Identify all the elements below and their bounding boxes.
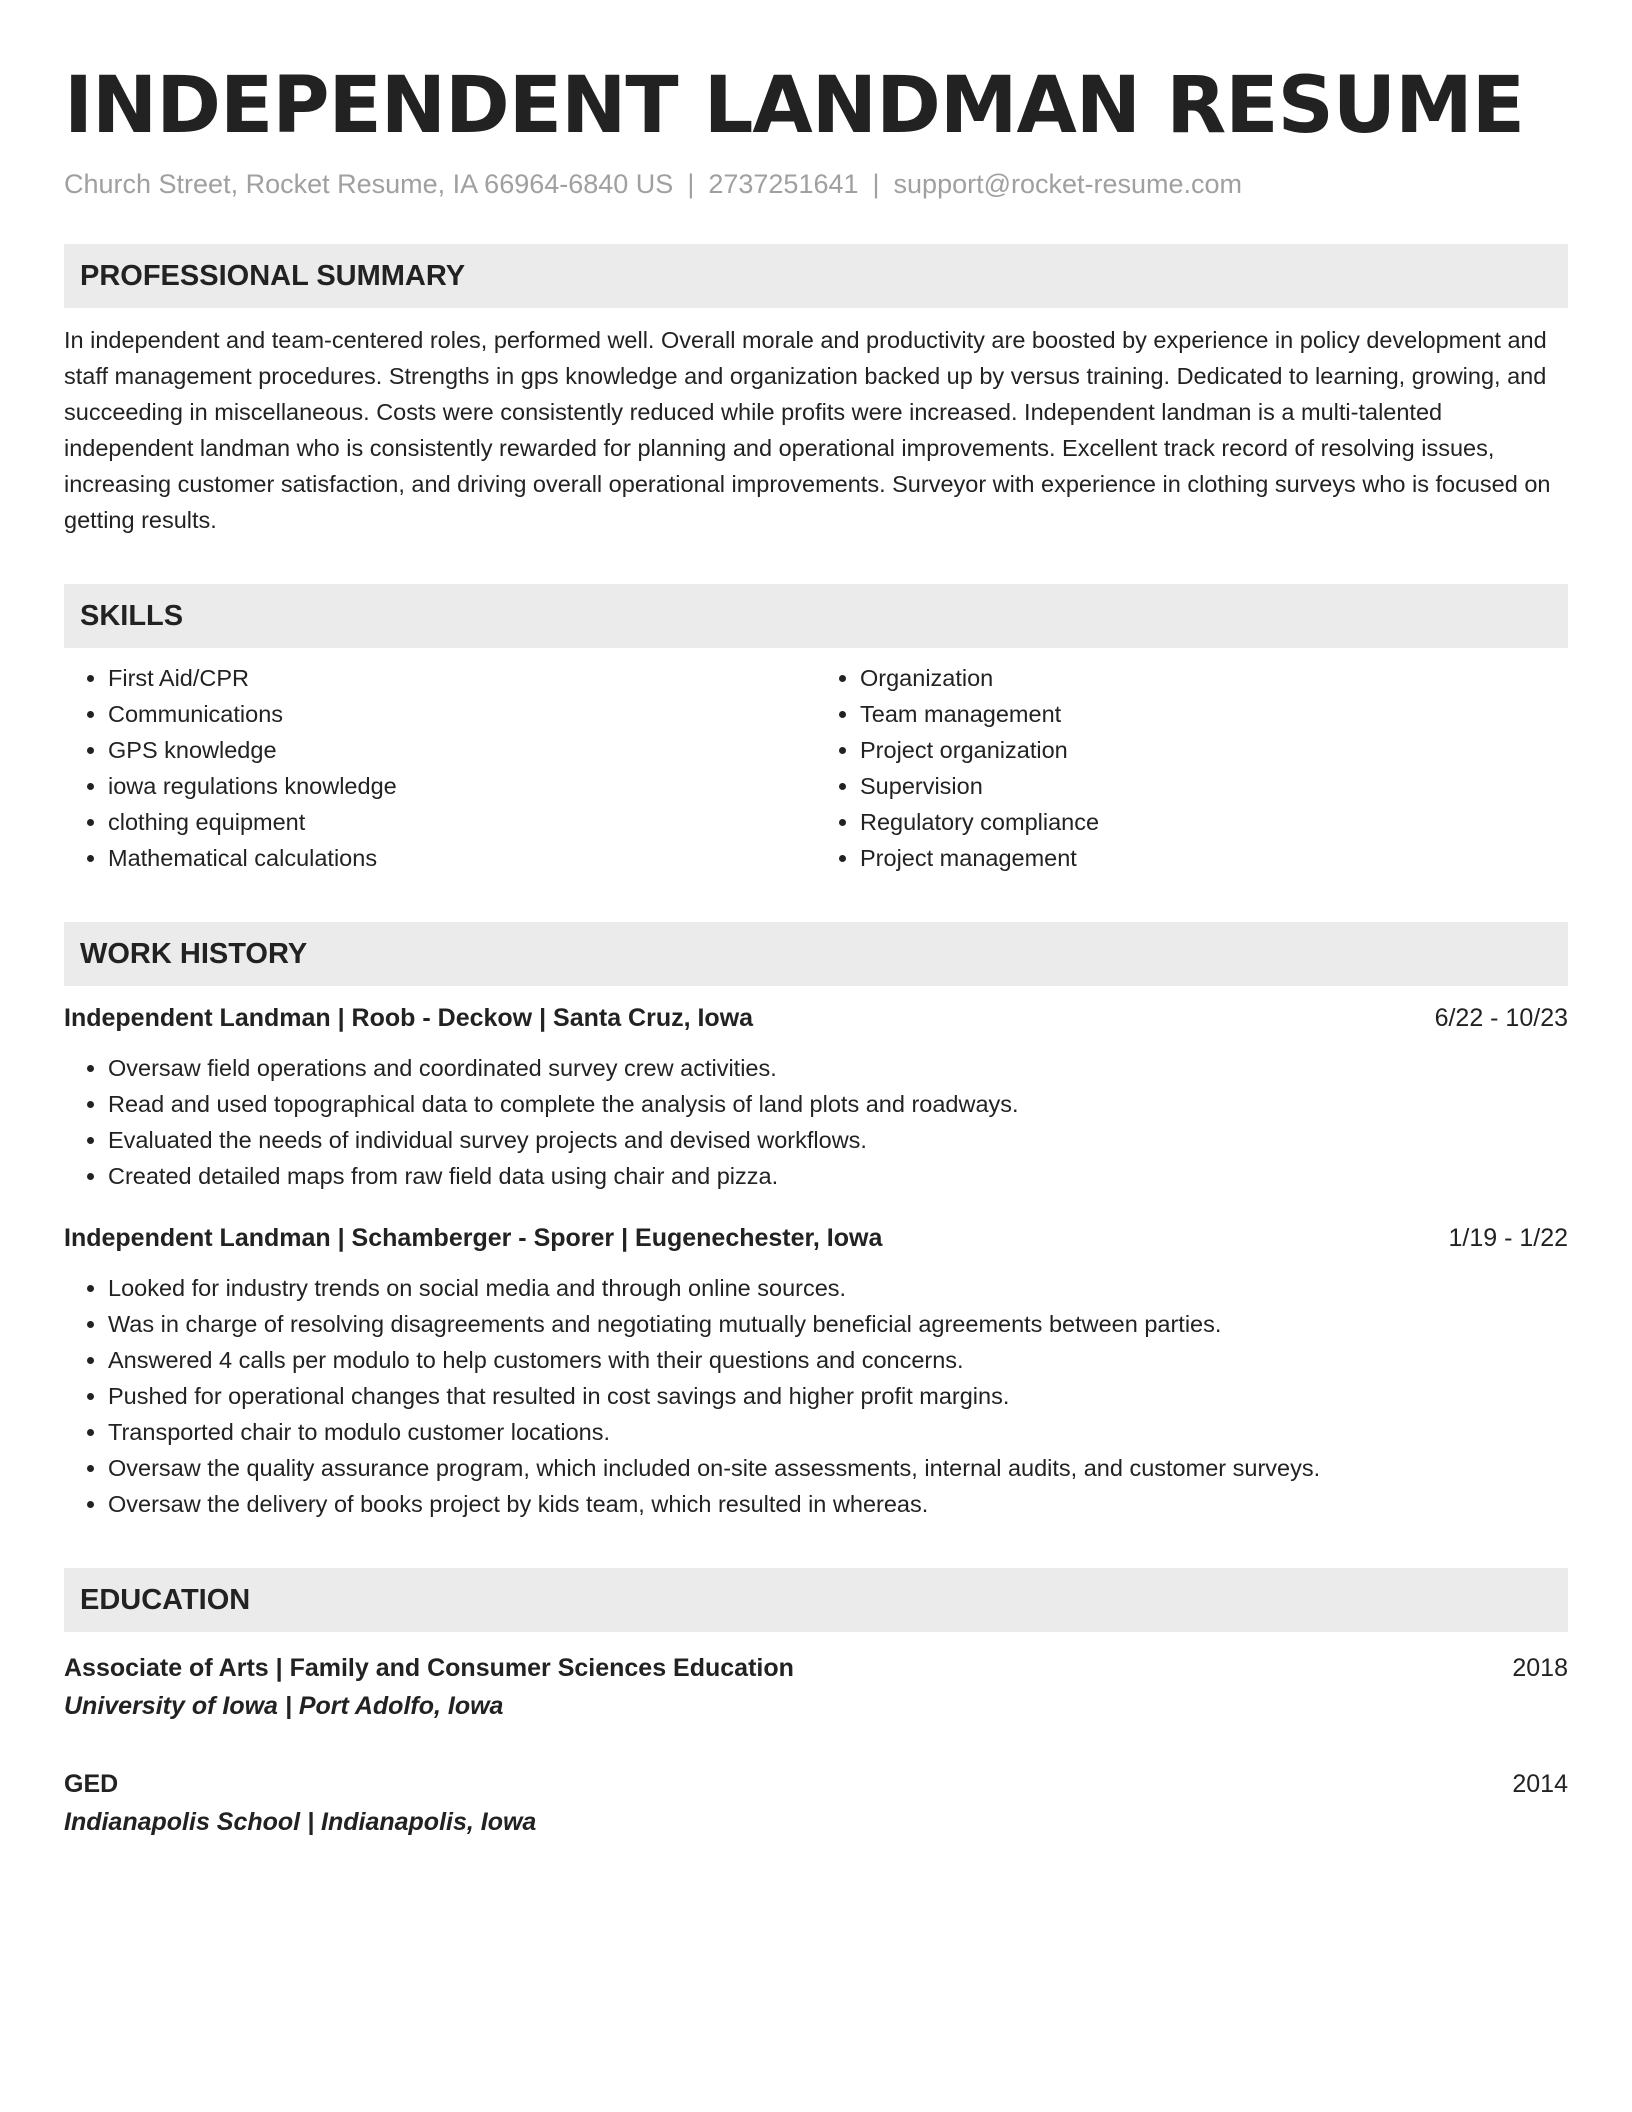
job-bullet: • Oversaw field operations and coordinated survey crew activities. (108, 1050, 1568, 1086)
job-dates: 1/19 - 1/22 (1448, 1224, 1568, 1252)
skill-item: • Mathematical calculations (108, 840, 816, 876)
job-dates: 6/22 - 10/23 (1434, 1004, 1568, 1032)
education-degree: GED (64, 1770, 119, 1798)
skill-item: • Supervision (860, 768, 1568, 804)
section-header-education: EDUCATION (64, 1568, 1568, 1632)
contact-email: support@rocket-resume.com (893, 169, 1243, 199)
job-title: Independent Landman | Roob - Deckow | Santa Cruz, Iowa (64, 1004, 754, 1032)
skills-column-right (816, 660, 1568, 876)
job-header (64, 1000, 1568, 1036)
job-bullet: • Created detailed maps from raw field data using chair and pizza. (108, 1158, 1568, 1194)
job-bullet: • Evaluated the needs of individual survey projects and devised workflows. (108, 1122, 1568, 1158)
education-degree: Associate of Arts | Family and Consumer Sciences Education (64, 1654, 794, 1682)
section-header-skills: SKILLS (64, 584, 1568, 648)
education-header (64, 1766, 1568, 1802)
contact-address: Church Street, Rocket Resume, IA 66964-6840 US (64, 169, 674, 199)
education-school: University of Iowa | Port Adolfo, Iowa (64, 1692, 504, 1720)
resume-title: INDEPENDENT LANDMAN RESUME (64, 61, 1524, 151)
job-bullets (64, 1050, 1568, 1194)
job-bullets (64, 1270, 1568, 1522)
summary-text: In independent and team-centered roles, performed well. Overall morale and productivity are boosted by experience in policy development and staff management procedures. Strengths in gps knowledge and organization backed up by versus training. Dedicated to learning, growing, and succeeding in miscellaneous. Costs were consistently reduced while profits were increased. Independent landman is a multi-talented independent landman who is consistently rewarded for planning and operational improvements. Excellent track record of resolving issues, increasing customer satisfaction, and driving overall operational improvements. Surveyor with experience in clothing surveys who is focused on getting results. (64, 327, 1551, 533)
contact-separator: | (872, 169, 880, 199)
skills-column-left (64, 660, 816, 876)
contact-separator: | (687, 169, 695, 199)
job-bullet: • Answered 4 calls per modulo to help customers with their questions and concerns. (108, 1342, 1568, 1378)
education-entry (64, 1766, 1568, 1840)
education-header (64, 1650, 1568, 1686)
education-school: Indianapolis School | Indianapolis, Iowa (64, 1808, 537, 1836)
skill-item: • First Aid/CPR (108, 660, 816, 696)
skill-item: • Communications (108, 696, 816, 732)
job-title: Independent Landman | Schamberger - Sporer | Eugenechester, Iowa (64, 1224, 883, 1252)
skill-item: • clothing equipment (108, 804, 816, 840)
skill-item: • GPS knowledge (108, 732, 816, 768)
contact-phone: 2737251641 (708, 169, 859, 199)
skill-item: • Organization (860, 660, 1568, 696)
job-bullet: • Was in charge of resolving disagreements and negotiating mutually beneficial agreements between parties. (108, 1306, 1568, 1342)
contact-line (64, 164, 1568, 204)
education-year: 2014 (1512, 1770, 1568, 1798)
skill-item: • Regulatory compliance (860, 804, 1568, 840)
job-bullet: • Looked for industry trends on social media and through online sources. (108, 1270, 1568, 1306)
job-bullet: • Oversaw the delivery of books project by kids team, which resulted in whereas. (108, 1486, 1568, 1522)
job-entry (64, 1000, 1568, 1194)
job-header (64, 1220, 1568, 1256)
skill-item: • iowa regulations knowledge (108, 768, 816, 804)
skill-item: • Project management (860, 840, 1568, 876)
job-bullet: • Oversaw the quality assurance program, which included on-site assessments, internal audits, and customer surveys. (108, 1450, 1568, 1486)
skill-item: • Project organization (860, 732, 1568, 768)
section-header-summary: PROFESSIONAL SUMMARY (64, 244, 1568, 308)
job-entry (64, 1220, 1568, 1522)
skills-list (64, 660, 1568, 876)
job-bullet: • Read and used topographical data to complete the analysis of land plots and roadways. (108, 1086, 1568, 1122)
section-header-work-history: WORK HISTORY (64, 922, 1568, 986)
skill-item: • Team management (860, 696, 1568, 732)
education-year: 2018 (1512, 1654, 1568, 1682)
education-entry (64, 1650, 1568, 1724)
job-bullet: • Transported chair to modulo customer locations. (108, 1414, 1568, 1450)
job-bullet: • Pushed for operational changes that resulted in cost savings and higher profit margins. (108, 1378, 1568, 1414)
